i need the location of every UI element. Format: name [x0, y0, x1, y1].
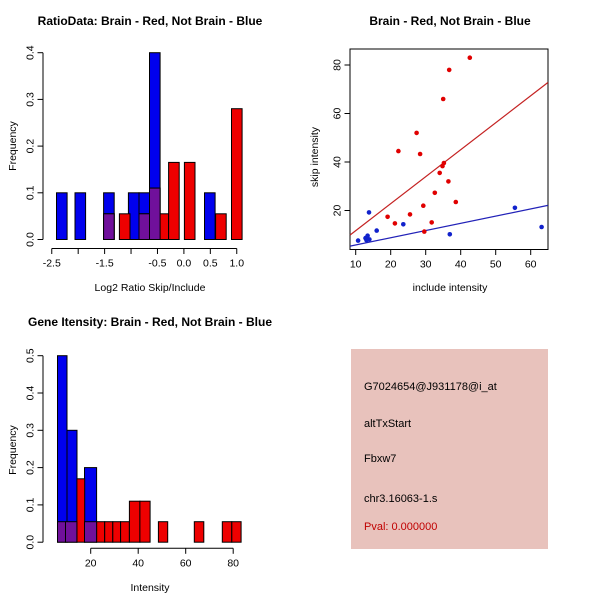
y-tick-label: 0.1 — [24, 497, 37, 513]
scatter-point-not-brain — [448, 232, 453, 237]
x-tick-label: -2.5 — [42, 257, 61, 270]
hist-bar-brain — [97, 522, 105, 543]
x-tick-label: 10 — [349, 258, 362, 271]
hist-bar-not-brain — [57, 193, 68, 240]
gene-hist-xlabel: Intensity — [130, 582, 170, 594]
x-tick-label: 0.5 — [203, 257, 218, 270]
scatter-point-brain — [385, 215, 390, 220]
scatter-point-brain — [440, 164, 445, 169]
hist-bar-overlap — [66, 522, 77, 543]
y-tick-label: 80 — [331, 59, 344, 71]
y-tick-label: 0.1 — [24, 185, 37, 201]
x-tick-label: 0.0 — [176, 257, 192, 270]
hist-bar-overlap — [150, 188, 161, 239]
hist-bar-not-brain — [75, 193, 86, 240]
x-tick-label: 60 — [179, 557, 192, 570]
x-tick-label: 40 — [454, 258, 467, 271]
hist-bar-brain — [77, 479, 85, 542]
y-tick-label: 0.5 — [24, 348, 37, 364]
scatter-point-brain — [414, 131, 419, 136]
x-tick-label: 40 — [132, 557, 145, 570]
info-panel — [351, 349, 548, 549]
y-tick-label: 0.0 — [24, 534, 37, 550]
scatter-point-not-brain — [513, 206, 518, 211]
x-tick-label: 80 — [227, 557, 240, 570]
pval-text: Pval: 0.000000 — [364, 521, 438, 533]
hist-bar-brain — [158, 522, 167, 543]
brain-fit-line — [350, 83, 548, 236]
ratio-histogram-plot — [0, 0, 300, 300]
hist-bar-brain — [129, 501, 140, 542]
scatter-point-not-brain — [401, 222, 406, 227]
ratio-hist-title: RatioData: Brain - Red, Not Brain - Blue — [37, 14, 263, 28]
gene-histogram-plot — [0, 300, 300, 600]
y-tick-label: 0.4 — [24, 385, 37, 401]
y-tick-label: 0.4 — [24, 45, 37, 61]
scatter-point-not-brain — [374, 228, 379, 233]
scatter-point-not-brain — [367, 210, 372, 215]
hist-bar-brain — [121, 522, 130, 543]
x-tick-label: 20 — [384, 258, 397, 271]
scatter-point-brain — [454, 200, 459, 205]
x-tick-label: 1.0 — [229, 257, 245, 270]
hist-bar-brain — [232, 522, 241, 543]
scatter-point-brain — [418, 152, 423, 157]
x-tick-label: -0.5 — [148, 257, 167, 270]
scatter-point-brain — [393, 221, 398, 226]
scatter-point-not-brain — [356, 238, 361, 243]
scatter-point-brain — [441, 97, 446, 102]
scatter-point-brain — [433, 191, 438, 196]
ratio-hist-ylabel: Frequency — [7, 121, 19, 171]
hist-bar-overlap — [58, 522, 66, 543]
hist-bar-overlap — [139, 214, 150, 240]
hist-bar-brain — [140, 501, 150, 542]
scatter-point-brain — [422, 229, 427, 234]
y-tick-label: 0.2 — [24, 138, 37, 154]
plot-box — [350, 49, 548, 250]
scatter-point-brain — [396, 149, 401, 154]
x-tick-label: 30 — [419, 258, 432, 271]
hist-bar-brain — [169, 162, 180, 239]
x-tick-label: 50 — [489, 258, 502, 271]
intensity-scatter-plot — [300, 0, 600, 300]
scatter-point-brain — [446, 179, 451, 184]
scatter-xlabel: include intensity — [412, 282, 488, 294]
y-tick-label: 40 — [331, 156, 344, 168]
gene-symbol-text: Fbxw7 — [364, 453, 397, 465]
y-tick-label: 0.3 — [24, 422, 37, 438]
gene-hist-ylabel: Frequency — [7, 425, 19, 475]
y-tick-label: 0.0 — [24, 232, 37, 247]
y-tick-label: 60 — [331, 107, 344, 120]
scatter-title: Brain - Red, Not Brain - Blue — [369, 14, 531, 28]
hist-bar-brain — [222, 522, 232, 543]
scatter-point-not-brain — [539, 225, 544, 230]
ratio-hist-xlabel: Log2 Ratio Skip/Include — [94, 282, 206, 294]
scatter-point-brain — [421, 203, 426, 208]
hist-bar-brain — [113, 522, 121, 543]
hist-bar-brain — [184, 162, 195, 239]
location-text: chr3.16063-1.s — [364, 493, 438, 505]
hist-bar-brain — [232, 109, 243, 240]
scatter-ylabel: skip intensity — [309, 126, 321, 188]
hist-bar-brain — [216, 214, 227, 240]
scatter-point-not-brain — [364, 238, 369, 243]
hist-bar-overlap — [85, 522, 97, 543]
hist-bar-brain — [119, 214, 130, 240]
y-tick-label: 0.2 — [24, 460, 37, 475]
x-tick-label: -1.5 — [95, 257, 114, 270]
hist-bar-not-brain — [58, 356, 68, 543]
hist-bar-brain — [194, 522, 204, 543]
hist-bar-brain — [105, 522, 113, 543]
x-tick-label: 20 — [84, 557, 97, 570]
scatter-point-brain — [437, 171, 442, 176]
scatter-point-brain — [408, 212, 413, 217]
scatter-point-brain — [468, 55, 473, 60]
x-tick-label: 60 — [524, 258, 537, 271]
y-tick-label: 0.3 — [24, 92, 37, 107]
scatter-point-brain — [429, 220, 434, 225]
gene-hist-title: Gene Itensity: Brain - Red, Not Brain - Blue — [27, 315, 273, 329]
event-type-text: altTxStart — [364, 418, 412, 430]
scatter-point-brain — [447, 68, 452, 73]
hist-bar-not-brain — [205, 193, 216, 240]
y-tick-label: 20 — [331, 204, 344, 217]
probe-id-text: G7024654@J931178@i_at — [364, 381, 497, 393]
hist-bar-overlap — [104, 214, 115, 240]
